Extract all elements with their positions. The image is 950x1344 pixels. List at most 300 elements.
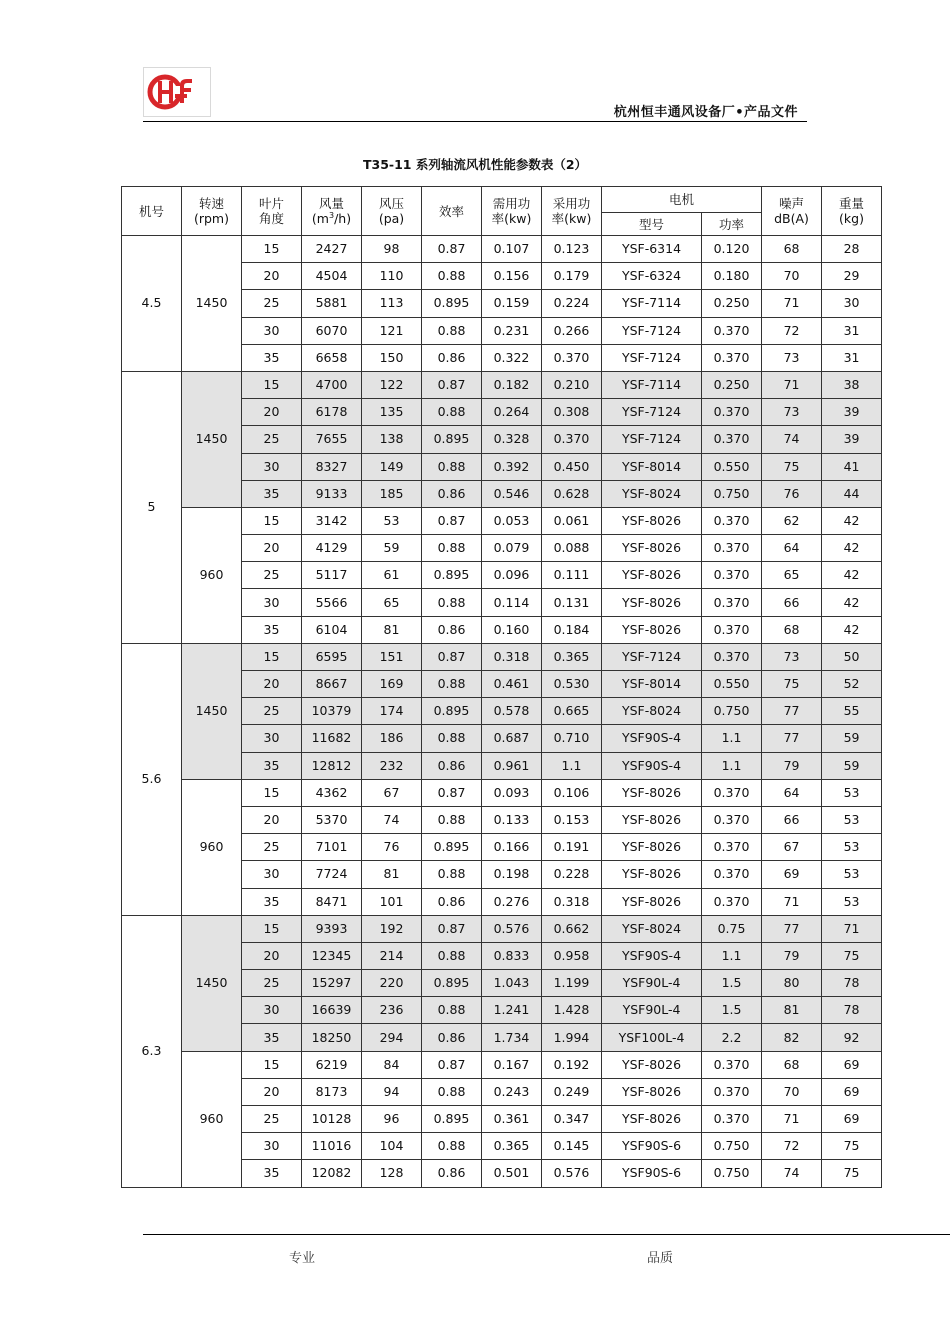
efficiency-cell: 0.86: [422, 344, 482, 371]
weight-cell: 55: [822, 698, 882, 725]
required-power-cell: 1.734: [482, 1024, 542, 1051]
efficiency-cell: 0.86: [422, 480, 482, 507]
motor-model-cell: YSF-7124: [602, 426, 702, 453]
efficiency-cell: 0.88: [422, 317, 482, 344]
header-model-no: 机号: [122, 187, 182, 236]
noise-cell: 70: [762, 263, 822, 290]
blade-angle-cell: 15: [242, 779, 302, 806]
adopted-power-cell: 0.662: [542, 915, 602, 942]
motor-power-cell: 0.370: [702, 1078, 762, 1105]
motor-model-cell: YSF-7124: [602, 643, 702, 670]
header-efficiency: 效率: [422, 187, 482, 236]
noise-cell: 67: [762, 834, 822, 861]
weight-cell: 53: [822, 834, 882, 861]
airflow-cell: 3142: [302, 507, 362, 534]
weight-cell: 59: [822, 725, 882, 752]
adopted-power-cell: 0.576: [542, 1160, 602, 1187]
noise-cell: 72: [762, 317, 822, 344]
adopted-power-cell: 1.994: [542, 1024, 602, 1051]
efficiency-cell: 0.86: [422, 616, 482, 643]
motor-model-cell: YSF-8026: [602, 535, 702, 562]
adopted-power-cell: 0.628: [542, 480, 602, 507]
motor-model-cell: YSF90S-4: [602, 942, 702, 969]
pressure-cell: 61: [362, 562, 422, 589]
blade-angle-cell: 15: [242, 236, 302, 263]
motor-power-cell: 0.120: [702, 236, 762, 263]
header-pressure: 风压 (pa): [362, 187, 422, 236]
motor-power-cell: 1.5: [702, 997, 762, 1024]
adopted-power-cell: 0.106: [542, 779, 602, 806]
table-title: T35-11 系列轴流风机性能参数表（2）: [362, 157, 588, 172]
pressure-cell: 149: [362, 453, 422, 480]
weight-cell: 42: [822, 562, 882, 589]
model-no-cell: 5.6: [122, 643, 182, 915]
efficiency-cell: 0.86: [422, 752, 482, 779]
speed-cell: 960: [182, 779, 242, 915]
required-power-cell: 0.166: [482, 834, 542, 861]
header-required-power: 需用功 率(kw): [482, 187, 542, 236]
motor-power-cell: 1.1: [702, 725, 762, 752]
adopted-power-cell: 0.249: [542, 1078, 602, 1105]
motor-power-cell: 0.550: [702, 453, 762, 480]
blade-angle-cell: 30: [242, 997, 302, 1024]
airflow-cell: 7724: [302, 861, 362, 888]
adopted-power-cell: 0.710: [542, 725, 602, 752]
weight-cell: 42: [822, 589, 882, 616]
motor-power-cell: 0.750: [702, 1133, 762, 1160]
motor-model-cell: YSF-8024: [602, 915, 702, 942]
table-row: [122, 915, 882, 942]
motor-power-cell: 0.250: [702, 371, 762, 398]
noise-cell: 74: [762, 426, 822, 453]
pressure-cell: 128: [362, 1160, 422, 1187]
motor-power-cell: 0.750: [702, 698, 762, 725]
efficiency-cell: 0.88: [422, 589, 482, 616]
pressure-cell: 81: [362, 616, 422, 643]
weight-cell: 42: [822, 535, 882, 562]
airflow-cell: 5881: [302, 290, 362, 317]
blade-angle-cell: 15: [242, 643, 302, 670]
weight-cell: 39: [822, 426, 882, 453]
noise-cell: 69: [762, 861, 822, 888]
efficiency-cell: 0.88: [422, 861, 482, 888]
noise-cell: 81: [762, 997, 822, 1024]
adopted-power-cell: 0.665: [542, 698, 602, 725]
weight-cell: 44: [822, 480, 882, 507]
table-row: [122, 779, 882, 806]
pressure-cell: 185: [362, 480, 422, 507]
adopted-power-cell: 0.061: [542, 507, 602, 534]
table-header: [122, 187, 882, 236]
company-logo: [143, 67, 211, 117]
blade-angle-cell: 15: [242, 371, 302, 398]
noise-cell: 73: [762, 399, 822, 426]
pressure-cell: 113: [362, 290, 422, 317]
airflow-cell: 6658: [302, 344, 362, 371]
airflow-cell: 5117: [302, 562, 362, 589]
motor-model-cell: YSF-8026: [602, 589, 702, 616]
noise-cell: 79: [762, 942, 822, 969]
required-power-cell: 0.365: [482, 1133, 542, 1160]
weight-cell: 53: [822, 779, 882, 806]
motor-power-cell: 2.2: [702, 1024, 762, 1051]
efficiency-cell: 0.88: [422, 453, 482, 480]
noise-cell: 68: [762, 1051, 822, 1078]
required-power-cell: 0.576: [482, 915, 542, 942]
airflow-cell: 10128: [302, 1106, 362, 1133]
header-airflow: 风量 $(m^3/h)$: [302, 187, 362, 236]
motor-model-cell: YSF-8014: [602, 453, 702, 480]
airflow-cell: 11016: [302, 1133, 362, 1160]
motor-model-cell: YSF-7124: [602, 344, 702, 371]
blade-angle-cell: 15: [242, 1051, 302, 1078]
adopted-power-cell: 0.347: [542, 1106, 602, 1133]
blade-angle-cell: 35: [242, 616, 302, 643]
motor-power-cell: 1.1: [702, 942, 762, 969]
pressure-cell: 151: [362, 643, 422, 670]
efficiency-cell: 0.88: [422, 263, 482, 290]
required-power-cell: 0.276: [482, 888, 542, 915]
noise-cell: 76: [762, 480, 822, 507]
blade-angle-cell: 20: [242, 671, 302, 698]
adopted-power-cell: 0.088: [542, 535, 602, 562]
motor-model-cell: YSF-8014: [602, 671, 702, 698]
adopted-power-cell: 0.184: [542, 616, 602, 643]
noise-cell: 71: [762, 290, 822, 317]
efficiency-cell: 0.87: [422, 779, 482, 806]
motor-power-cell: 0.370: [702, 344, 762, 371]
blade-angle-cell: 30: [242, 317, 302, 344]
header-motor-power: 功率: [702, 213, 762, 236]
airflow-cell: 7101: [302, 834, 362, 861]
required-power-cell: 1.241: [482, 997, 542, 1024]
motor-power-cell: 0.750: [702, 1160, 762, 1187]
motor-power-cell: 0.370: [702, 779, 762, 806]
required-power-cell: 0.501: [482, 1160, 542, 1187]
motor-model-cell: YSF-8026: [602, 834, 702, 861]
motor-power-cell: 0.370: [702, 589, 762, 616]
header-speed: 转速 (rpm): [182, 187, 242, 236]
weight-cell: 31: [822, 317, 882, 344]
required-power-cell: 0.578: [482, 698, 542, 725]
efficiency-cell: 0.87: [422, 915, 482, 942]
required-power-cell: 0.133: [482, 806, 542, 833]
noise-cell: 80: [762, 970, 822, 997]
motor-model-cell: YSF-8026: [602, 562, 702, 589]
adopted-power-cell: 0.318: [542, 888, 602, 915]
airflow-cell: 6070: [302, 317, 362, 344]
motor-power-cell: 0.370: [702, 426, 762, 453]
blade-angle-cell: 35: [242, 1160, 302, 1187]
weight-cell: 50: [822, 643, 882, 670]
blade-angle-cell: 20: [242, 1078, 302, 1105]
motor-model-cell: YSF90S-6: [602, 1133, 702, 1160]
motor-model-cell: YSF90S-4: [602, 725, 702, 752]
noise-cell: 73: [762, 643, 822, 670]
motor-model-cell: YSF-8026: [602, 1051, 702, 1078]
airflow-cell: 15297: [302, 970, 362, 997]
pressure-cell: 98: [362, 236, 422, 263]
motor-power-cell: 1.5: [702, 970, 762, 997]
speed-cell: 1450: [182, 371, 242, 507]
adopted-power-cell: 0.450: [542, 453, 602, 480]
airflow-cell: 10379: [302, 698, 362, 725]
speed-cell: 1450: [182, 643, 242, 779]
pressure-cell: 94: [362, 1078, 422, 1105]
weight-cell: 75: [822, 1160, 882, 1187]
fan-performance-table: [121, 186, 882, 1188]
efficiency-cell: 0.895: [422, 426, 482, 453]
weight-cell: 29: [822, 263, 882, 290]
required-power-cell: 0.160: [482, 616, 542, 643]
noise-cell: 74: [762, 1160, 822, 1187]
motor-power-cell: 0.370: [702, 1051, 762, 1078]
motor-power-cell: 1.1: [702, 752, 762, 779]
pressure-cell: 220: [362, 970, 422, 997]
motor-model-cell: YSF-8024: [602, 480, 702, 507]
adopted-power-cell: 0.210: [542, 371, 602, 398]
motor-model-cell: YSF-7124: [602, 317, 702, 344]
noise-cell: 62: [762, 507, 822, 534]
noise-cell: 64: [762, 779, 822, 806]
motor-power-cell: 0.370: [702, 399, 762, 426]
adopted-power-cell: 0.530: [542, 671, 602, 698]
pressure-cell: 110: [362, 263, 422, 290]
motor-model-cell: YSF-8026: [602, 507, 702, 534]
adopted-power-cell: 0.145: [542, 1133, 602, 1160]
header-weight: 重量 (kg): [822, 187, 882, 236]
noise-cell: 68: [762, 236, 822, 263]
pressure-cell: 214: [362, 942, 422, 969]
required-power-cell: 0.079: [482, 535, 542, 562]
weight-cell: 53: [822, 806, 882, 833]
blade-angle-cell: 25: [242, 970, 302, 997]
weight-cell: 38: [822, 371, 882, 398]
table-row: [122, 371, 882, 398]
speed-cell: 960: [182, 507, 242, 643]
blade-angle-cell: 20: [242, 942, 302, 969]
pressure-cell: 84: [362, 1051, 422, 1078]
weight-cell: 41: [822, 453, 882, 480]
blade-angle-cell: 25: [242, 1106, 302, 1133]
adopted-power-cell: 0.131: [542, 589, 602, 616]
efficiency-cell: 0.87: [422, 643, 482, 670]
weight-cell: 53: [822, 861, 882, 888]
noise-cell: 65: [762, 562, 822, 589]
motor-power-cell: 0.370: [702, 535, 762, 562]
blade-angle-cell: 25: [242, 698, 302, 725]
adopted-power-cell: 0.370: [542, 426, 602, 453]
motor-power-cell: 0.370: [702, 861, 762, 888]
noise-cell: 66: [762, 589, 822, 616]
required-power-cell: 0.167: [482, 1051, 542, 1078]
pressure-cell: 59: [362, 535, 422, 562]
motor-power-cell: 0.750: [702, 480, 762, 507]
motor-model-cell: YSF100L-4: [602, 1024, 702, 1051]
motor-model-cell: YSF-8026: [602, 1106, 702, 1133]
required-power-cell: 0.461: [482, 671, 542, 698]
efficiency-cell: 0.86: [422, 1024, 482, 1051]
footer-divider: [143, 1234, 950, 1235]
efficiency-cell: 0.87: [422, 1051, 482, 1078]
blade-angle-cell: 20: [242, 399, 302, 426]
weight-cell: 75: [822, 942, 882, 969]
motor-power-cell: 0.370: [702, 888, 762, 915]
weight-cell: 52: [822, 671, 882, 698]
noise-cell: 75: [762, 671, 822, 698]
airflow-cell: 16639: [302, 997, 362, 1024]
adopted-power-cell: 0.224: [542, 290, 602, 317]
motor-power-cell: 0.75: [702, 915, 762, 942]
adopted-power-cell: 0.308: [542, 399, 602, 426]
efficiency-cell: 0.895: [422, 562, 482, 589]
required-power-cell: 0.833: [482, 942, 542, 969]
weight-cell: 28: [822, 236, 882, 263]
pressure-cell: 192: [362, 915, 422, 942]
noise-cell: 68: [762, 616, 822, 643]
pressure-cell: 294: [362, 1024, 422, 1051]
pressure-cell: 150: [362, 344, 422, 371]
pressure-cell: 236: [362, 997, 422, 1024]
noise-cell: 72: [762, 1133, 822, 1160]
noise-cell: 73: [762, 344, 822, 371]
efficiency-cell: 0.88: [422, 1078, 482, 1105]
pressure-cell: 174: [362, 698, 422, 725]
header-noise: 噪声 dB(A): [762, 187, 822, 236]
airflow-cell: 8173: [302, 1078, 362, 1105]
required-power-cell: 0.231: [482, 317, 542, 344]
blade-angle-cell: 20: [242, 263, 302, 290]
efficiency-cell: 0.88: [422, 997, 482, 1024]
blade-angle-cell: 15: [242, 915, 302, 942]
blade-angle-cell: 25: [242, 426, 302, 453]
airflow-cell: 4504: [302, 263, 362, 290]
efficiency-cell: 0.88: [422, 399, 482, 426]
blade-angle-cell: 25: [242, 834, 302, 861]
weight-cell: 92: [822, 1024, 882, 1051]
table-body: [122, 236, 882, 1188]
adopted-power-cell: 0.958: [542, 942, 602, 969]
blade-angle-cell: 35: [242, 344, 302, 371]
motor-power-cell: 0.250: [702, 290, 762, 317]
adopted-power-cell: 0.153: [542, 806, 602, 833]
motor-model-cell: YSF90S-4: [602, 752, 702, 779]
required-power-cell: 0.107: [482, 236, 542, 263]
blade-angle-cell: 35: [242, 752, 302, 779]
model-no-cell: 4.5: [122, 236, 182, 372]
efficiency-cell: 0.86: [422, 888, 482, 915]
header-adopted-power: 采用功 率(kw): [542, 187, 602, 236]
blade-angle-cell: 30: [242, 725, 302, 752]
efficiency-cell: 0.895: [422, 290, 482, 317]
blade-angle-cell: 20: [242, 535, 302, 562]
blade-angle-cell: 30: [242, 453, 302, 480]
weight-cell: 78: [822, 997, 882, 1024]
pressure-cell: 135: [362, 399, 422, 426]
efficiency-cell: 0.895: [422, 834, 482, 861]
pressure-cell: 81: [362, 861, 422, 888]
efficiency-cell: 0.87: [422, 371, 482, 398]
airflow-cell: 9133: [302, 480, 362, 507]
required-power-cell: 0.243: [482, 1078, 542, 1105]
airflow-cell: 6178: [302, 399, 362, 426]
airflow-cell: 12812: [302, 752, 362, 779]
weight-cell: 69: [822, 1078, 882, 1105]
motor-model-cell: YSF-8026: [602, 888, 702, 915]
noise-cell: 64: [762, 535, 822, 562]
weight-cell: 75: [822, 1133, 882, 1160]
noise-cell: 71: [762, 371, 822, 398]
blade-angle-cell: 20: [242, 806, 302, 833]
pressure-cell: 67: [362, 779, 422, 806]
airflow-cell: 4700: [302, 371, 362, 398]
footer-left-text: 专业: [289, 1251, 316, 1266]
required-power-cell: 0.159: [482, 290, 542, 317]
required-power-cell: 0.392: [482, 453, 542, 480]
adopted-power-cell: 1.199: [542, 970, 602, 997]
airflow-cell: 4129: [302, 535, 362, 562]
noise-cell: 71: [762, 888, 822, 915]
table-row: [122, 643, 882, 670]
required-power-cell: 0.264: [482, 399, 542, 426]
weight-cell: 42: [822, 616, 882, 643]
adopted-power-cell: 0.123: [542, 236, 602, 263]
efficiency-cell: 0.88: [422, 1133, 482, 1160]
required-power-cell: 0.096: [482, 562, 542, 589]
pressure-cell: 65: [362, 589, 422, 616]
pressure-cell: 138: [362, 426, 422, 453]
pressure-cell: 121: [362, 317, 422, 344]
efficiency-cell: 0.895: [422, 1106, 482, 1133]
motor-model-cell: YSF-8024: [602, 698, 702, 725]
airflow-cell: 6595: [302, 643, 362, 670]
required-power-cell: 0.198: [482, 861, 542, 888]
model-no-cell: 5: [122, 371, 182, 643]
noise-cell: 71: [762, 1106, 822, 1133]
required-power-cell: 0.961: [482, 752, 542, 779]
pressure-cell: 122: [362, 371, 422, 398]
airflow-cell: 9393: [302, 915, 362, 942]
company-document-title: 杭州恒丰通风设备厂•产品文件: [613, 105, 798, 120]
motor-model-cell: YSF-7124: [602, 399, 702, 426]
motor-model-cell: YSF-7114: [602, 290, 702, 317]
airflow-cell: 6219: [302, 1051, 362, 1078]
noise-cell: 75: [762, 453, 822, 480]
required-power-cell: 0.322: [482, 344, 542, 371]
header-motor-model: 型号: [602, 213, 702, 236]
motor-power-cell: 0.370: [702, 806, 762, 833]
motor-power-cell: 0.180: [702, 263, 762, 290]
airflow-cell: 7655: [302, 426, 362, 453]
speed-cell: 960: [182, 1051, 242, 1187]
motor-power-cell: 0.550: [702, 671, 762, 698]
pressure-cell: 76: [362, 834, 422, 861]
motor-power-cell: 0.370: [702, 507, 762, 534]
required-power-cell: 0.114: [482, 589, 542, 616]
speed-cell: 1450: [182, 236, 242, 372]
blade-angle-cell: 30: [242, 861, 302, 888]
blade-angle-cell: 30: [242, 1133, 302, 1160]
footer-right-text: 品质: [647, 1251, 674, 1266]
airflow-cell: 6104: [302, 616, 362, 643]
weight-cell: 59: [822, 752, 882, 779]
table-row: [122, 236, 882, 263]
blade-angle-cell: 35: [242, 888, 302, 915]
airflow-cell: 12082: [302, 1160, 362, 1187]
noise-cell: 82: [762, 1024, 822, 1051]
blade-angle-cell: 35: [242, 1024, 302, 1051]
weight-cell: 69: [822, 1106, 882, 1133]
